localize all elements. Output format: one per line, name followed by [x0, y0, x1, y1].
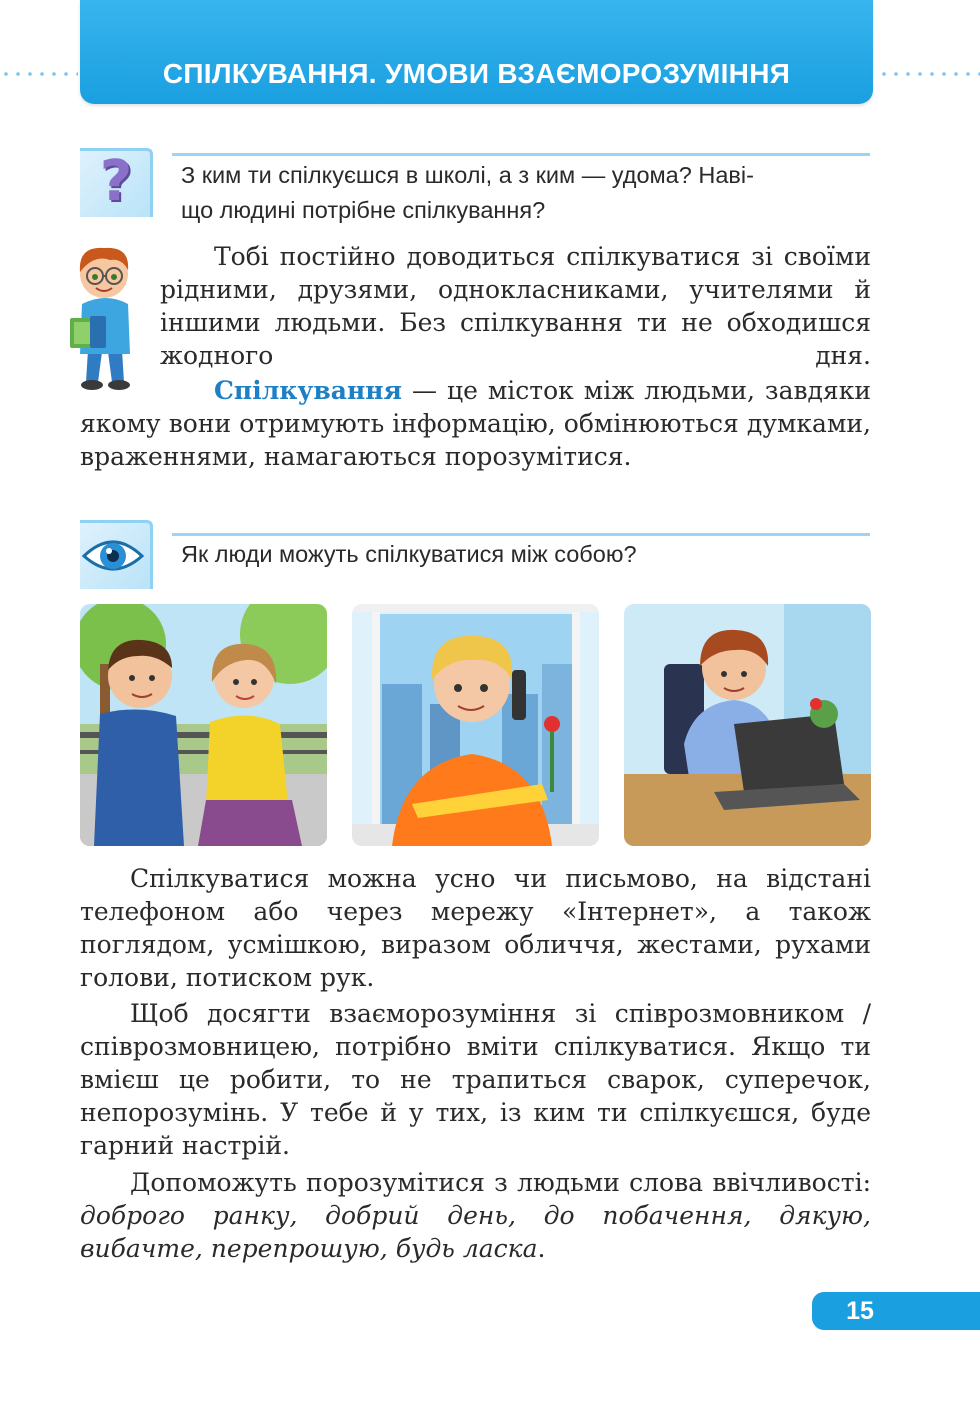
definition-paragraph — [80, 374, 871, 473]
question-divider — [172, 153, 870, 156]
question-line-1: З ким ти спілкуєшся в школі, а з ким — удома? Наві- — [181, 162, 754, 188]
boy-character — [64, 240, 150, 390]
boy-on-phone-picture — [352, 604, 599, 846]
politeness-paragraph — [80, 1166, 871, 1265]
politeness-end: . — [537, 1234, 546, 1263]
eye-divider — [172, 533, 870, 536]
eye-question-text: Як люди можуть спілкуватися між собою? — [181, 541, 637, 567]
intro-paragraph: Тобі постійно доводиться спілкуватися зі своїми рідними, друзями, однокласниками, учителями й іншими людьми. Без спілкування ти не обходишся жодного дня. — [160, 242, 871, 370]
header-dots-right — [878, 72, 980, 76]
page-header — [80, 0, 873, 104]
page-number: 15 — [846, 1297, 874, 1325]
page-number-badge — [812, 1292, 980, 1330]
eye-icon — [80, 520, 153, 589]
definition-term: Спілкування — [214, 376, 403, 405]
understanding-paragraph: Щоб досягти взаєморозуміння зі співрозмовником / співрозмовницею, потрібно вміти спілкуватися. Якщо ти вмієш це робити, то не трапиться сварок, суперечок, непорозумінь. У тебе й у тих, із ким ти спілкуєшся, буде гарний настрій. — [80, 999, 871, 1160]
page-title: СПІЛКУВАННЯ. УМОВИ ВЗАЄМОРОЗУМІННЯ — [162, 58, 791, 89]
ways-paragraph: Спілкуватися можна усно чи письмово, на відстані телефоном або через мережу «Інтернет», а також поглядом, усмішкою, виразом обличчя, жестами, рухами голови, потиском рук. — [80, 864, 871, 992]
question-line-2: що людині потрібне спілкування? — [181, 197, 546, 223]
children-talking-picture — [80, 604, 327, 846]
header-dots-left — [0, 72, 78, 76]
question-mark-icon — [80, 148, 153, 217]
question-glyph: ? — [99, 149, 133, 214]
boy-at-laptop-picture — [624, 604, 871, 846]
polite-words: доброго ранку, добрий день, до побачення, дякую, вибачте, перепрошую, будь ласка — [80, 1201, 871, 1263]
definition-text: — це місток між людьми, завдяки якому вони отримують інформацію, обмінюються думками, враженнями, намагаються порозумітися. — [80, 376, 871, 471]
question-text — [181, 158, 871, 228]
politeness-intro: Допоможуть порозумітися з людьми слова ввічливості: — [130, 1168, 871, 1197]
